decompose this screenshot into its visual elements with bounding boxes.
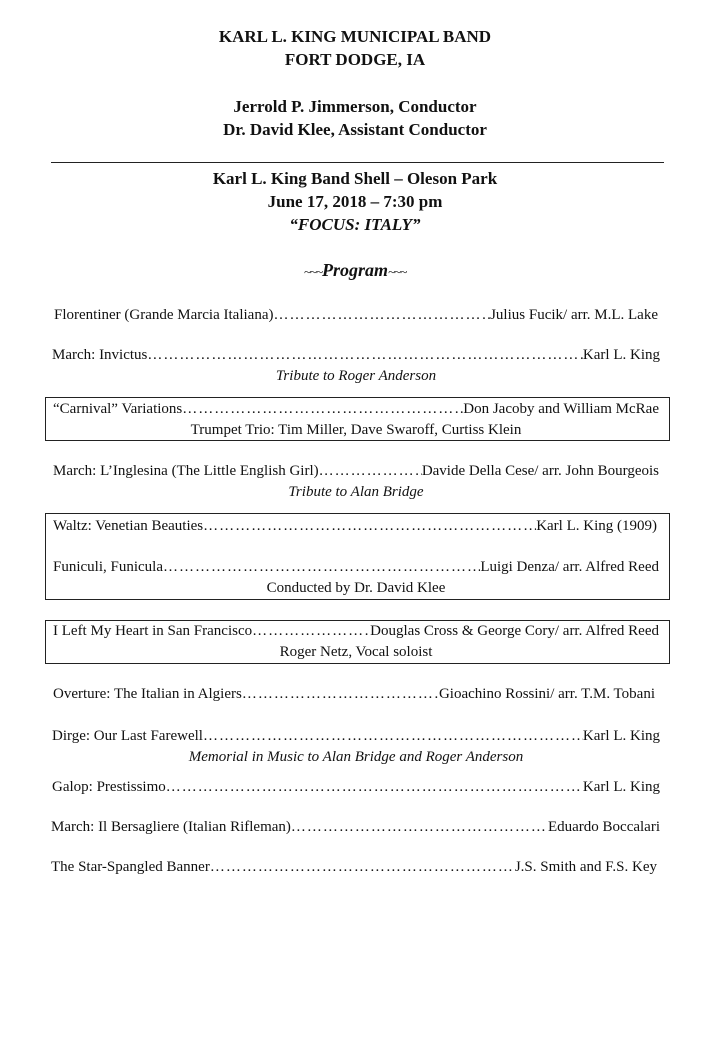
conductor-name: Jerrold P. Jimmerson, Conductor (233, 97, 477, 116)
assistant-conductor-name: Dr. David Klee, Assistant Conductor (223, 120, 487, 139)
dot-leader (182, 399, 463, 420)
event-block (0, 167, 710, 236)
program-item (51, 817, 660, 838)
piece-title: March: Invictus (52, 347, 148, 363)
piece-note: Memorial in Music to Alan Bridge and Roger Anderson (188, 749, 524, 765)
piece-credit: Eduardo Boccalari (547, 819, 660, 835)
program-item (53, 516, 657, 537)
dot-leader (166, 777, 583, 798)
piece-credit: Gioachino Rossini/ arr. T.M. Tobani (438, 686, 655, 702)
tilde-ornament-right: ~~~ (388, 264, 407, 279)
program-item (52, 777, 660, 798)
piece-note: Roger Netz, Vocal soloist (279, 644, 433, 660)
program-item (52, 345, 660, 387)
dot-leader (273, 305, 490, 326)
dot-leader (203, 726, 583, 747)
piece-title: Florentiner (Grande Marcia Italiana) (54, 307, 274, 323)
piece-credit: Karl L. King (582, 779, 660, 795)
tilde-ornament-left: ~~~ (303, 264, 322, 279)
event-venue: Karl L. King Band Shell – Oleson Park (212, 169, 498, 188)
program-item (51, 857, 657, 878)
piece-title: The Star-Spangled Banner (51, 859, 210, 875)
piece-title: March: L’Inglesina (The Little English Girl) (53, 463, 319, 479)
piece-note: Tribute to Roger Anderson (275, 368, 437, 384)
program-heading-text: Program (321, 260, 388, 280)
band-location: FORT DODGE, IA (284, 50, 426, 69)
piece-title: “Carnival” Variations (53, 401, 183, 417)
program-item (53, 461, 659, 503)
event-date-time: June 17, 2018 – 7:30 pm (267, 192, 443, 211)
dot-leader (252, 621, 370, 642)
dot-leader (163, 557, 480, 578)
piece-credit: Karl L. King (582, 347, 660, 363)
header-divider (51, 162, 664, 163)
program-item (53, 557, 659, 599)
piece-title: Overture: The Italian in Algiers (53, 686, 242, 702)
dot-leader (203, 516, 536, 537)
piece-note: Trumpet Trio: Tim Miller, Dave Swaroff, Curtiss Klein (190, 422, 522, 438)
dot-leader (210, 857, 515, 878)
dot-leader (147, 345, 583, 366)
piece-credit: Luigi Denza/ arr. Alfred Reed (480, 559, 659, 575)
program-heading (0, 258, 710, 284)
piece-credit: Julius Fucik/ arr. M.L. Lake (490, 307, 658, 323)
piece-credit: Karl L. King (582, 728, 660, 744)
piece-credit: Davide Della Cese/ arr. John Bourgeois (421, 463, 659, 479)
piece-title: Waltz: Venetian Beauties (53, 518, 204, 534)
piece-title: Dirge: Our Last Farewell (52, 728, 203, 744)
piece-title: Galop: Prestissimo (52, 779, 166, 795)
dot-leader (242, 684, 439, 705)
program-item (53, 684, 655, 705)
piece-note: Conducted by Dr. David Klee (266, 580, 446, 596)
piece-credit: Douglas Cross & George Cory/ arr. Alfred Reed (370, 623, 659, 639)
conductors-block (0, 95, 710, 141)
program-item (52, 726, 660, 768)
piece-title: I Left My Heart in San Francisco (53, 623, 253, 639)
piece-credit: J.S. Smith and F.S. Key (514, 859, 657, 875)
piece-title: March: Il Bersagliere (Italian Rifleman) (51, 819, 291, 835)
band-title-block (0, 25, 710, 71)
band-name: KARL L. KING MUNICIPAL BAND (218, 27, 492, 46)
event-theme: “FOCUS: ITALY” (289, 215, 421, 234)
program-item (53, 399, 659, 441)
piece-title: Funiculi, Funicula (53, 559, 163, 575)
program-item (53, 621, 659, 663)
piece-credit: Karl L. King (1909) (536, 518, 657, 534)
dot-leader (319, 461, 422, 482)
program-item (54, 305, 658, 326)
piece-note: Tribute to Alan Bridge (288, 484, 424, 500)
piece-credit: Don Jacoby and William McRae (463, 401, 659, 417)
dot-leader (291, 817, 548, 838)
